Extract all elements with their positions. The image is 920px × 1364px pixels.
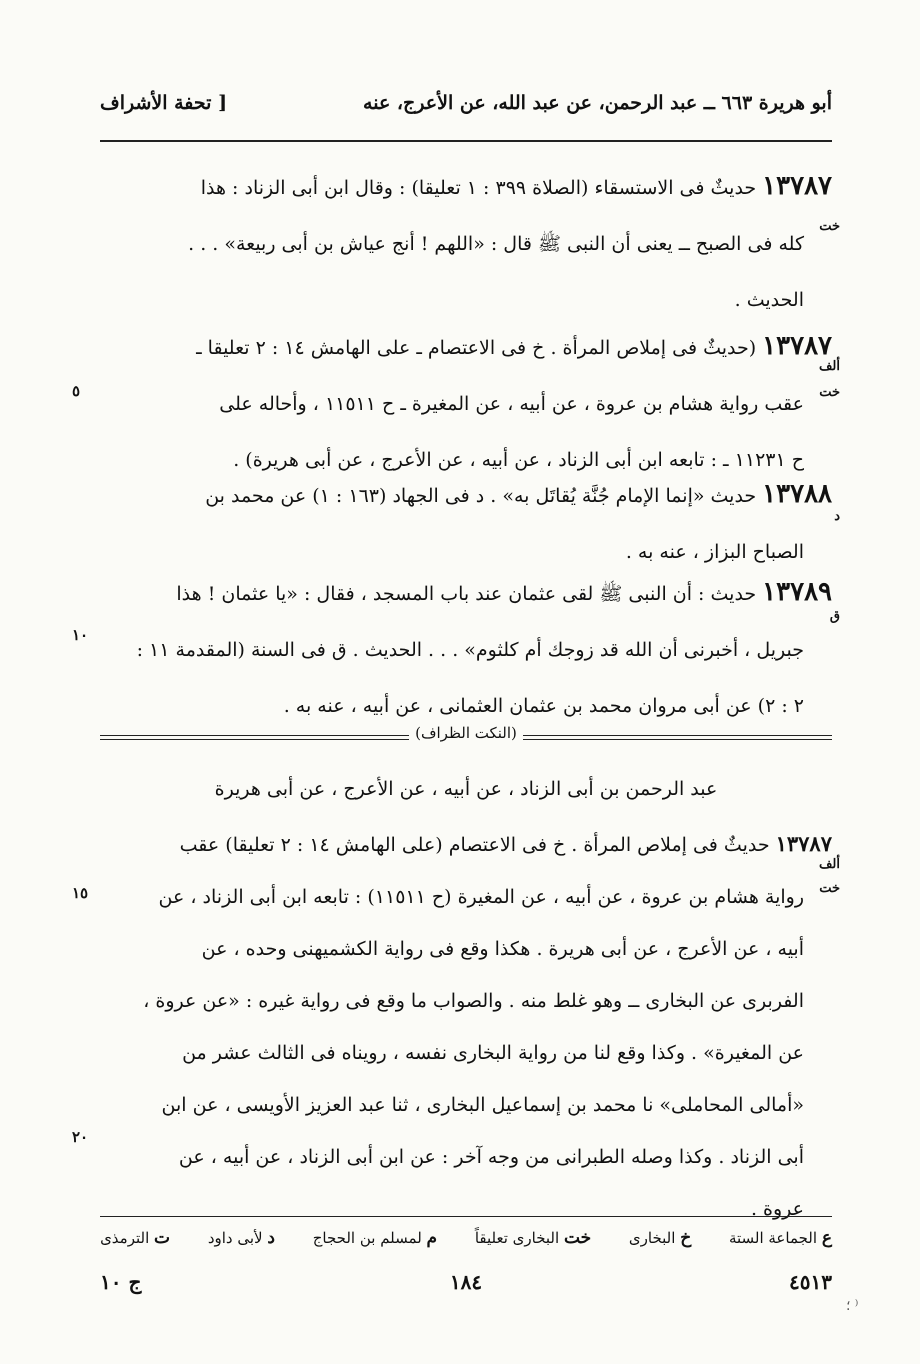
entry-line: أبيه ، عن الأعرج ، عن أبى هريرة . هكذا وقع فى رواية الكشميهنى وحده ، عن — [201, 938, 804, 960]
entry-line: «أمالى المحاملى» نا محمد بن إسماعيل البخارى ، ثنا عبد العزيز الأويسى ، عن ابن — [161, 1094, 804, 1116]
entry-line — [100, 466, 832, 524]
entry-text: حديثٌ فى إملاص المرأة . خ فى الاعتصام (على الهامش ١٤ : ٢ تعليقا) عقب — [179, 834, 770, 856]
header-left-title: [ تحفة الأشراف — [100, 92, 228, 114]
legend-item: خ البخارى — [628, 1228, 692, 1248]
sigla-legend — [100, 1228, 832, 1248]
volume-number: ج ١٠ — [100, 1270, 142, 1294]
margin-scribble-icon: ⁽ ؛ — [846, 1298, 859, 1314]
entry-line: رواية هشام بن عروة ، عن أبيه ، عن المغيرة (ح ١١٥١١) : تابعه ابن أبى الزناد ، عن — [158, 886, 804, 908]
entry-line: أبى الزناد . وكذا وصله الطبرانى من وجه آخر : عن ابن أبى الزناد ، عن أبيه ، عن — [178, 1146, 804, 1168]
header-rule — [100, 140, 832, 142]
entry-text: (حديثٌ فى إملاص المرأة . خ فى الاعتصام ـ على الهامش ١٤ : ٢ تعليقا ـ — [196, 337, 757, 359]
running-header — [100, 92, 832, 114]
nukat-heading: عبد الرحمن بن أبى الزناد ، عن أبيه ، عن الأعرج ، عن أبى هريرة — [214, 778, 718, 800]
entry-line: جبريل ، أخبرنى أن الله قد زوجك أم كلثوم» . . . الحديث . ق فى السنة (المقدمة ١١ : — [136, 639, 804, 661]
page-number: ١٨٤ — [449, 1270, 483, 1294]
entry-text: حديث «إنما الإمام جُنَّة يُقاتَل به» . د فى الجهاد (١٦٣ : ١) عن محمد بن — [205, 485, 757, 507]
entry-line — [100, 564, 832, 622]
entry-siglum-top: ألف — [818, 857, 840, 872]
entry-line: الحديث . — [734, 289, 804, 311]
entry-siglum: خت — [819, 881, 840, 896]
entry-line: ٢ : ٢) عن أبى مروان محمد بن عثمان العثمانى ، عن أبيه ، عنه به . — [283, 695, 804, 717]
line-number-margin: ١٥ — [72, 884, 89, 902]
legend-item: م لمسلم بن الحجاج — [312, 1228, 438, 1248]
legend-item: خت البخارى تعليقاً — [474, 1228, 592, 1248]
hadith-entry — [100, 466, 840, 580]
serial-number: ٤٥١٣ — [789, 1270, 832, 1294]
entry-line: كله فى الصبح ــ يعنى أن النبى ﷺ قال : «اللهم ! أنج عياش بن أبى ربيعة» . . . — [188, 233, 804, 255]
line-number-margin: ١٠ — [72, 626, 89, 644]
entry-text: حديثٌ فى الاستسقاء (الصلاة ٣٩٩ : ١ تعليقا) : وقال ابن أبى الزناد : هذا — [200, 177, 757, 199]
entry-number: ١٣٧٨٨ — [762, 479, 832, 509]
footer-rule — [100, 1216, 832, 1217]
legend-item: ع الجماعة الستة — [728, 1228, 832, 1248]
legend-item: د لأبى داود — [207, 1228, 275, 1248]
entry-line: ح ١١٢٣١ ـ : تابعه ابن أبى الزناد ، عن أبيه ، عن الأعرج ، عن أبى هريرة) . — [233, 449, 804, 471]
entry-line: عروة . — [750, 1198, 804, 1220]
line-number-margin: ٢٠ — [72, 1128, 89, 1146]
entry-number: ١٣٧٨٧ — [775, 831, 832, 856]
entry-number: ١٣٧٨٧ — [762, 171, 832, 201]
legend-item: ت الترمذى — [100, 1228, 171, 1248]
entry-siglum-top: ألف — [818, 359, 840, 374]
divider-label: (النكت الظراف) — [409, 724, 523, 742]
hadith-entry — [100, 564, 840, 734]
entry-siglum: د — [834, 509, 840, 524]
entry-line: عن المغيرة» . وكذا وقع لنا من رواية البخارى نفسه ، رويناه فى الثالث عشر من — [182, 1042, 804, 1064]
hadith-entry — [100, 158, 840, 328]
section-divider — [100, 724, 832, 750]
entry-text: حديث : أن النبى ﷺ لقى عثمان عند باب المسجد ، فقال : «يا عثمان ! هذا — [176, 583, 757, 605]
line-number-margin: ٥ — [72, 382, 81, 400]
header-right-title: أبو هريرة ٦٦٣ ــ عبد الرحمن، عن عبد الله، عن الأعرج، عنه — [363, 92, 832, 114]
entry-siglum: خت — [819, 219, 840, 234]
entry-siglum: ق — [829, 609, 840, 624]
entry-line — [100, 158, 832, 216]
entry-line — [100, 318, 832, 376]
entry-line: الفربرى عن البخارى ــ وهو غلط منه . والصواب ما وقع فى رواية غيره : «عن عروة ، — [143, 990, 804, 1012]
entry-siglum: خت — [819, 385, 840, 400]
entry-line — [100, 818, 832, 871]
hadith-entry — [100, 318, 840, 488]
entry-number: ١٣٧٨٧ — [762, 331, 832, 361]
entry-line: الصباح البزاز ، عنه به . — [625, 541, 804, 563]
entry-number: ١٣٧٨٩ — [762, 577, 832, 607]
nukat-entry — [100, 818, 840, 1235]
entry-line: عقب رواية هشام بن عروة ، عن أبيه ، عن المغيرة ـ ح ١١٥١١ ، وأحاله على — [219, 393, 804, 415]
